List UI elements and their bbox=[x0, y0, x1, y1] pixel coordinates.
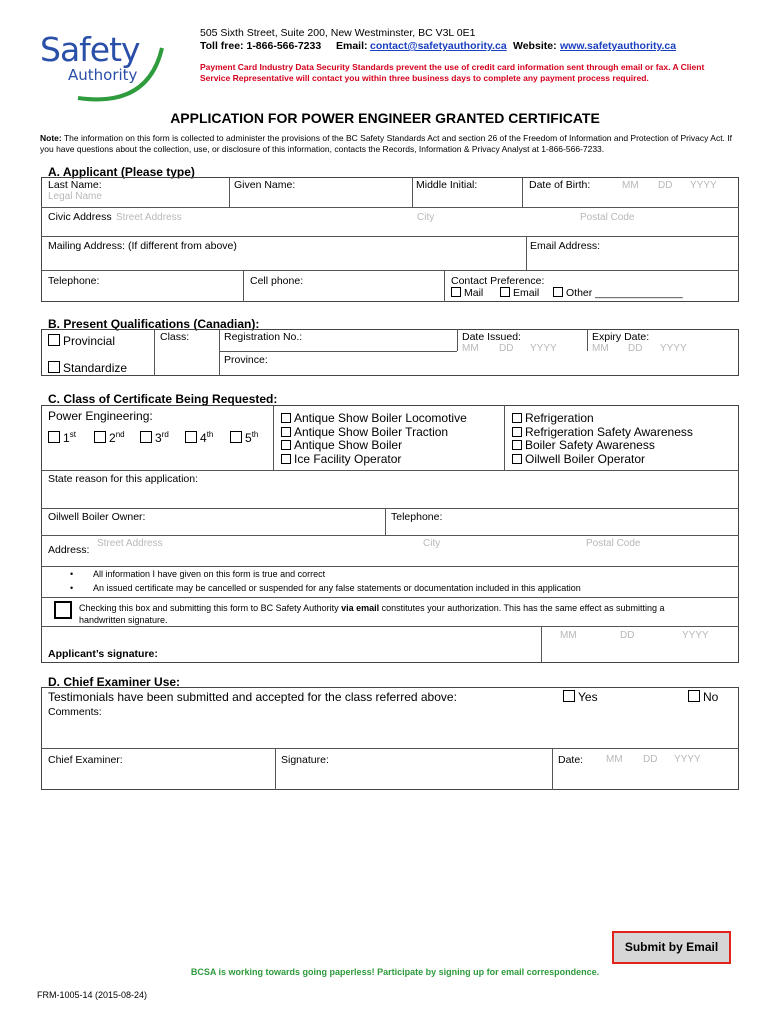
section-b-heading: B. Present Qualifications (Canadian): bbox=[48, 317, 260, 331]
antique-traction-checkbox[interactable] bbox=[281, 427, 291, 437]
class-label: Class: bbox=[160, 331, 190, 343]
examiner-signature-label: Signature: bbox=[281, 754, 329, 766]
header-email-link[interactable]: contact@safetyauthority.ca bbox=[370, 40, 507, 52]
logo-word-safety: Safety bbox=[40, 30, 140, 69]
refrigeration-safety-option[interactable] bbox=[512, 426, 693, 440]
testimonials-no-option[interactable] bbox=[688, 690, 718, 704]
header-website-link[interactable]: www.safetyauthority.ca bbox=[560, 40, 677, 52]
power-class-checkbox-4[interactable] bbox=[185, 431, 197, 443]
pref-mail-checkbox[interactable] bbox=[451, 287, 461, 297]
date-issued-label: Date Issued: bbox=[462, 331, 521, 343]
mailing-address-label: Mailing Address: (If different from above) bbox=[48, 240, 237, 252]
standardize-checkbox[interactable] bbox=[48, 361, 60, 373]
header-website-label: Website: bbox=[513, 40, 557, 52]
refrigeration-option[interactable] bbox=[512, 412, 693, 426]
email-address-label: Email Address: bbox=[530, 240, 601, 252]
owner-postal-input[interactable]: Postal Code bbox=[586, 538, 641, 549]
consent-text-bold: via email bbox=[341, 603, 380, 613]
oilwell-operator-label: Oilwell Boiler Operator bbox=[525, 451, 646, 466]
header-address: 505 Sixth Street, Suite 200, New Westminster, BC V3L 0E1 bbox=[200, 27, 476, 39]
pref-mail-option[interactable] bbox=[451, 287, 483, 299]
sig-date-dd-input[interactable]: DD bbox=[620, 630, 635, 641]
refrigeration-safety-label: Refrigeration Safety Awareness bbox=[525, 424, 693, 439]
antique-boiler-label: Antique Show Boiler bbox=[294, 438, 403, 452]
antique-options bbox=[281, 412, 467, 466]
header-email-label: Email: bbox=[336, 40, 368, 52]
power-class-number: 2 bbox=[109, 431, 116, 445]
power-class-checkbox-5[interactable] bbox=[230, 431, 242, 443]
owner-city-input[interactable]: City bbox=[423, 538, 441, 549]
power-engineering-label: Power Engineering: bbox=[48, 409, 153, 423]
issued-yyyy-input[interactable]: YYYY bbox=[530, 343, 557, 354]
middle-initial-label: Middle Initial: bbox=[416, 179, 478, 191]
bullet-dot: • bbox=[70, 583, 74, 593]
page-title: APPLICATION FOR POWER ENGINEER GRANTED CERTIFICATE bbox=[170, 110, 600, 126]
examiner-dd-input[interactable]: DD bbox=[643, 754, 658, 765]
registration-no-label: Registration No.: bbox=[224, 331, 303, 343]
ice-facility-checkbox[interactable] bbox=[281, 454, 291, 464]
refrigeration-label: Refrigeration bbox=[525, 411, 594, 425]
dob-yyyy-input[interactable]: YYYY bbox=[690, 180, 717, 191]
consent-text-post: constitutes your authorization. This has the same effect as submitting a handwritten signature. bbox=[79, 603, 665, 625]
standardize-option[interactable] bbox=[48, 361, 127, 375]
dob-label: Date of Birth: bbox=[529, 179, 591, 191]
submit-by-email-button[interactable]: Submit by Email bbox=[612, 931, 731, 964]
sig-date-yyyy-input[interactable]: YYYY bbox=[682, 630, 709, 641]
logo-word-authority: Authority bbox=[68, 66, 138, 84]
pref-mail-label: Mail bbox=[464, 287, 484, 299]
antique-option-boiler[interactable] bbox=[281, 439, 467, 453]
power-class-number: 5 bbox=[245, 431, 252, 445]
boiler-safety-label: Boiler Safety Awareness bbox=[525, 438, 655, 452]
power-class-number: 3 bbox=[155, 431, 162, 445]
boiler-safety-option[interactable] bbox=[512, 439, 693, 453]
expiry-dd-input[interactable]: DD bbox=[628, 343, 643, 354]
last-name-label: Last Name: bbox=[48, 179, 102, 191]
given-name-label: Given Name: bbox=[234, 179, 296, 191]
provincial-label: Provincial bbox=[63, 334, 116, 348]
applicant-signature-label: Applicant’s signature: bbox=[48, 648, 158, 660]
declaration-text-1: All information I have given on this form is true and correct bbox=[93, 569, 326, 579]
email-consent-checkbox[interactable] bbox=[54, 601, 72, 619]
section-a-heading: A. Applicant (Please type) bbox=[48, 165, 195, 179]
civic-postal-input[interactable]: Postal Code bbox=[580, 212, 635, 223]
power-class-checkbox-1[interactable] bbox=[48, 431, 60, 443]
power-class-checkbox-2[interactable] bbox=[94, 431, 106, 443]
power-class-suffix: th bbox=[206, 430, 214, 439]
power-class-option-3[interactable] bbox=[140, 430, 169, 445]
power-class-checkbox-3[interactable] bbox=[140, 431, 152, 443]
cell-phone-label: Cell phone: bbox=[250, 275, 304, 287]
pref-email-label: Email bbox=[513, 287, 540, 299]
testimonials-yes-option[interactable] bbox=[563, 690, 598, 704]
telephone-label: Telephone: bbox=[48, 275, 100, 287]
reason-label: State reason for this application: bbox=[48, 473, 199, 485]
form-number: FRM-1005-14 (2015-08-24) bbox=[37, 990, 148, 1000]
chief-examiner-label: Chief Examiner: bbox=[48, 754, 123, 766]
last-name-input[interactable]: Legal Name bbox=[48, 191, 102, 202]
contact-preference-label: Contact Preference: bbox=[451, 275, 545, 287]
dob-dd-input[interactable]: DD bbox=[658, 180, 673, 191]
privacy-note-text: The information on this form is collected to administer the provisions of the BC Safety Standards Act and section 26 of the Freedom of Information and Protection of Privacy Act. If you have questions about the collection, use, or disclosure of this information, contacts the Records, Information & Privacy Analyst at 1-866-566-7233. bbox=[40, 133, 733, 154]
antique-traction-label: Antique Show Boiler Traction bbox=[294, 424, 449, 439]
oilwell-owner-label: Oilwell Boiler Owner: bbox=[48, 511, 146, 523]
provincial-checkbox[interactable] bbox=[48, 334, 60, 346]
power-class-suffix: nd bbox=[115, 430, 125, 439]
ice-facility-option[interactable] bbox=[281, 453, 467, 467]
pref-email-option[interactable] bbox=[500, 287, 539, 299]
power-class-suffix: st bbox=[69, 430, 76, 439]
sig-date-mm-input[interactable]: MM bbox=[560, 630, 577, 641]
testimonials-no-label: No bbox=[703, 690, 719, 704]
header-tollfree: Toll free: 1-866-566-7233 bbox=[200, 40, 322, 52]
power-class-option-2[interactable] bbox=[94, 430, 125, 445]
antique-locomotive-label: Antique Show Boiler Locomotive bbox=[294, 411, 467, 425]
standardize-label: Standardize bbox=[63, 361, 128, 375]
ice-facility-label: Ice Facility Operator bbox=[294, 451, 402, 466]
power-class-suffix: rd bbox=[161, 430, 169, 439]
power-class-number: 1 bbox=[63, 431, 70, 445]
oilwell-operator-checkbox[interactable] bbox=[512, 454, 522, 464]
comments-label: Comments: bbox=[48, 706, 102, 718]
province-label: Province: bbox=[224, 354, 268, 366]
power-class-option-5[interactable] bbox=[230, 430, 258, 445]
civic-city-input[interactable]: City bbox=[417, 212, 435, 223]
consent-text-pre: Checking this box and submitting this form to BC Safety Authority bbox=[79, 603, 342, 613]
bullet-dot: • bbox=[70, 569, 74, 579]
dob-mm-input[interactable]: MM bbox=[622, 180, 639, 191]
pref-other-checkbox[interactable] bbox=[553, 287, 563, 297]
logo bbox=[38, 28, 170, 104]
civic-street-input[interactable]: Street Address bbox=[116, 212, 182, 223]
oilwell-operator-option[interactable] bbox=[512, 453, 693, 467]
power-class-suffix: th bbox=[251, 430, 259, 439]
antique-locomotive-checkbox[interactable] bbox=[281, 413, 291, 423]
refrigeration-checkbox[interactable] bbox=[512, 413, 522, 423]
provincial-option[interactable] bbox=[48, 334, 115, 348]
expiry-date-label: Expiry Date: bbox=[592, 331, 650, 343]
antique-boiler-checkbox[interactable] bbox=[281, 440, 291, 450]
expiry-mm-input[interactable]: MM bbox=[592, 343, 609, 354]
owner-street-input[interactable]: Street Address bbox=[97, 538, 163, 549]
power-class-number: 4 bbox=[200, 431, 207, 445]
civic-address-label: Civic Address bbox=[48, 211, 112, 223]
pref-other-option[interactable] bbox=[553, 287, 683, 299]
pref-email-checkbox[interactable] bbox=[500, 287, 510, 297]
expiry-yyyy-input[interactable]: YYYY bbox=[660, 343, 687, 354]
refrigeration-options bbox=[512, 412, 693, 466]
privacy-note bbox=[40, 133, 735, 155]
examiner-mm-input[interactable]: MM bbox=[606, 754, 623, 765]
declaration-text-2: An issued certificate may be cancelled or suspended for any false statements or documentation included in this application bbox=[93, 583, 581, 593]
power-class-option-4[interactable] bbox=[185, 430, 213, 445]
refrigeration-safety-checkbox[interactable] bbox=[512, 427, 522, 437]
antique-option-locomotive[interactable] bbox=[281, 412, 467, 426]
owner-telephone-label: Telephone: bbox=[391, 511, 443, 523]
testimonials-label: Testimonials have been submitted and accepted for the class referred above: bbox=[48, 690, 457, 704]
issued-mm-input[interactable]: MM bbox=[462, 343, 479, 354]
section-c-heading: C. Class of Certificate Being Requested: bbox=[48, 392, 278, 406]
privacy-note-label: Note: bbox=[40, 133, 62, 143]
examiner-date-label: Date: bbox=[558, 754, 584, 766]
email-consent-text bbox=[79, 602, 689, 626]
testimonials-yes-checkbox[interactable] bbox=[563, 690, 575, 702]
examiner-yyyy-input[interactable]: YYYY bbox=[674, 754, 701, 765]
pref-other-label: Other _______________ bbox=[566, 287, 683, 299]
owner-address-label: Address: bbox=[48, 544, 90, 556]
payment-notice: Payment Card Industry Data Security Standards prevent the use of credit card information sent through email or fax. A Client Service Representative will contact you within three business days to complete any payment process required. bbox=[200, 62, 705, 83]
boiler-safety-checkbox[interactable] bbox=[512, 440, 522, 450]
power-class-option-1[interactable] bbox=[48, 430, 76, 445]
issued-dd-input[interactable]: DD bbox=[499, 343, 514, 354]
antique-option-traction[interactable] bbox=[281, 426, 467, 440]
section-d-heading: D. Chief Examiner Use: bbox=[48, 675, 181, 689]
paperless-message: BCSA is working towards going paperless! Participate by signing up for email correspondence. bbox=[190, 967, 600, 977]
testimonials-no-checkbox[interactable] bbox=[688, 690, 700, 702]
testimonials-yes-label: Yes bbox=[578, 690, 598, 704]
